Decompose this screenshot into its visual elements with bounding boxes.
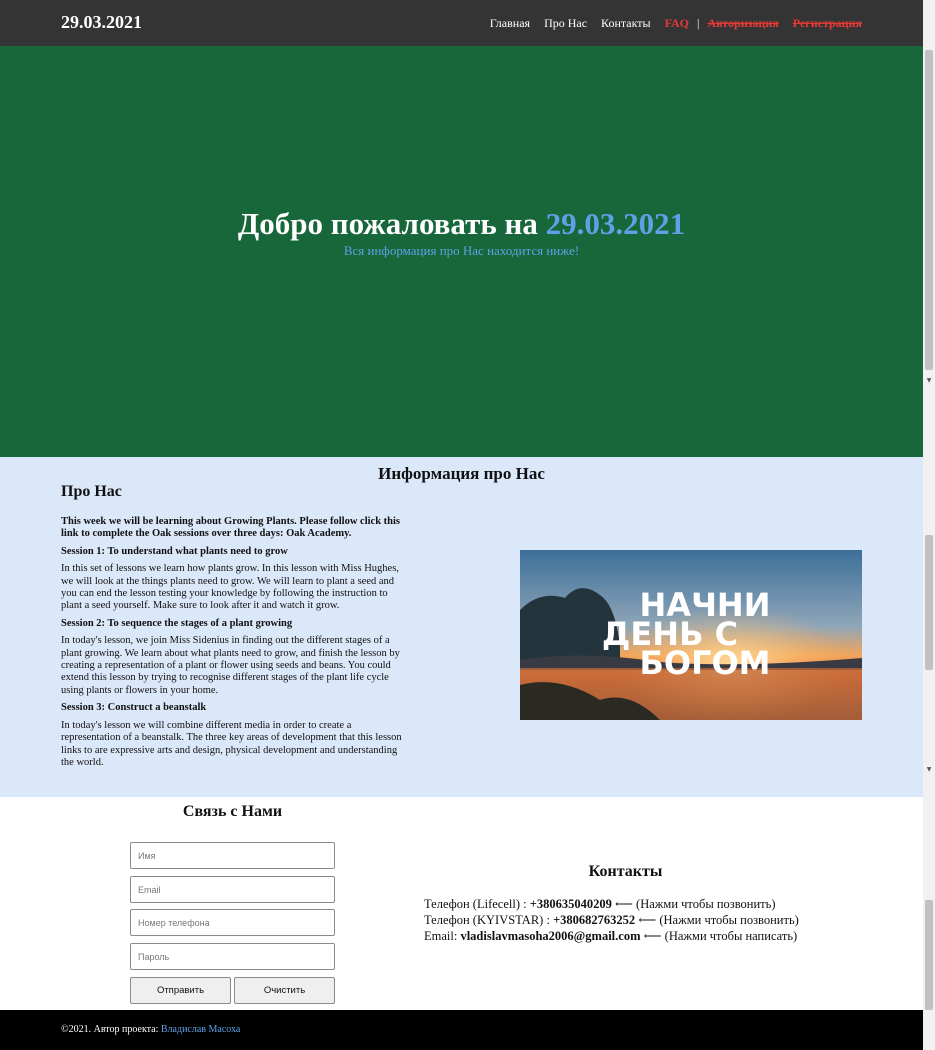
hero-title-prefix: Добро пожаловать на (237, 206, 538, 241)
lifecell-hint: ⟵ (Нажми чтобы позвонить) (614, 897, 776, 911)
contact-line-lifecell (424, 896, 799, 912)
email-hint: ⟵ (Нажми чтобы написать) (643, 929, 798, 943)
contacts-title: Контакты (588, 863, 663, 880)
about-text-column (61, 482, 406, 774)
nav-link-register[interactable]: Регистрация (792, 16, 862, 30)
phone-input[interactable] (130, 909, 335, 936)
footer-author-link[interactable]: Владислав Масоха (160, 1024, 241, 1035)
password-input[interactable] (130, 943, 335, 970)
navbar (0, 0, 923, 46)
about-section-heading: Информация про Нас (378, 464, 545, 483)
image-text-line1: НАЧНИ (639, 586, 771, 624)
image-text-line3: БОГОМ (639, 644, 771, 682)
submit-button[interactable]: Отправить (130, 977, 231, 1004)
session-1-title: Session 1: To understand what plants need to grow (61, 545, 288, 557)
lifecell-label: Телефон (Lifecell) : (424, 897, 527, 911)
session-2-title: Session 2: To sequence the stages of a plant growing (61, 617, 293, 629)
about-title: Про Нас (61, 483, 122, 500)
hero-title-accent: 29.03.2021 (545, 206, 686, 241)
nav-link-contacts[interactable]: Контакты (601, 16, 651, 30)
scrollbar-thumb-mid[interactable] (925, 535, 933, 670)
nav-link-faq[interactable]: FAQ (664, 16, 690, 30)
footer (0, 1010, 923, 1050)
page-scrollbar[interactable] (923, 0, 935, 1050)
nav-menu (476, 16, 862, 31)
brand-logo[interactable]: 29.03.2021 (61, 12, 142, 32)
nav-link-login[interactable]: Авторизация (707, 16, 779, 30)
nav-link-home[interactable]: Главная (489, 16, 531, 30)
kyivstar-phone-link[interactable]: +380682763252 (553, 913, 636, 927)
scrollbar-thumb-bottom[interactable] (925, 900, 933, 1010)
about-section (0, 457, 923, 797)
scroll-down-arrow-icon-2[interactable]: ▼ (926, 766, 932, 773)
session-3-title: Session 3: Construct a beanstalk (61, 702, 207, 714)
email-link[interactable]: vladislavmasoha2006@gmail.com (460, 929, 641, 943)
about-lead: This week we will be learning about Growing Plants. Please follow click this link to complete the Oak sessions over three days: Oak Academy. (61, 516, 401, 540)
contact-form-title: Связь с Нами (182, 803, 283, 820)
footer-copyright (61, 1024, 240, 1035)
kyivstar-hint: ⟵ (Нажми чтобы позвонить) (638, 913, 799, 927)
contact-line-kyivstar (424, 912, 799, 928)
about-image (520, 550, 862, 720)
email-label: Email: (424, 929, 458, 943)
contact-line-email (424, 928, 799, 944)
image-text-line2: ДЕНЬ С (601, 615, 739, 653)
contacts-list (424, 896, 799, 944)
email-input[interactable] (130, 876, 335, 903)
session-1-text: In this set of lessons we learn how plants grow. In this lesson with Miss Hughes, we will look at the things plants need to grow. We will learn to plant a seed and you can end the lesson testing your knowledge by following the instruction to plant a seed yourself. Make sure to look after it and watch it grow. (61, 563, 399, 612)
session-3-text: In today's lesson we will combine different media in order to create a representation of a beanstalk. The three key areas of development that this lesson links to are expressive arts and design, physical development and understanding the world. (61, 719, 402, 768)
hero-subtitle: Вся информация про Нас находится ниже! (343, 243, 580, 258)
scrollbar-thumb-top[interactable] (925, 50, 933, 370)
lifecell-phone-link[interactable]: +380635040209 (529, 897, 612, 911)
hero-title (0, 206, 923, 242)
contact-section (0, 797, 923, 1010)
scroll-down-arrow-icon[interactable]: ▼ (926, 377, 932, 384)
nav-link-about[interactable]: Про Нас (544, 16, 588, 30)
name-input[interactable] (130, 842, 335, 869)
hero-banner (0, 46, 923, 457)
sunset-lake-image (520, 550, 862, 720)
kyivstar-label: Телефон (KYIVSTAR) : (424, 913, 550, 927)
reset-button[interactable]: Очистить (234, 977, 335, 1004)
nav-separator: | (697, 16, 700, 30)
session-2-text: In today's lesson, we join Miss Sidenius in finding out the different stages of a plant growing. We learn about what plants need to grow, and finish the lesson by creating a representation of a plant or flower using seeds and beans. You could extend this lesson by trying to recognise different stages of the plant life cycle using plants or flowers in your home. (61, 635, 400, 696)
footer-text: ©2021. Автор проекта: (61, 1024, 159, 1035)
